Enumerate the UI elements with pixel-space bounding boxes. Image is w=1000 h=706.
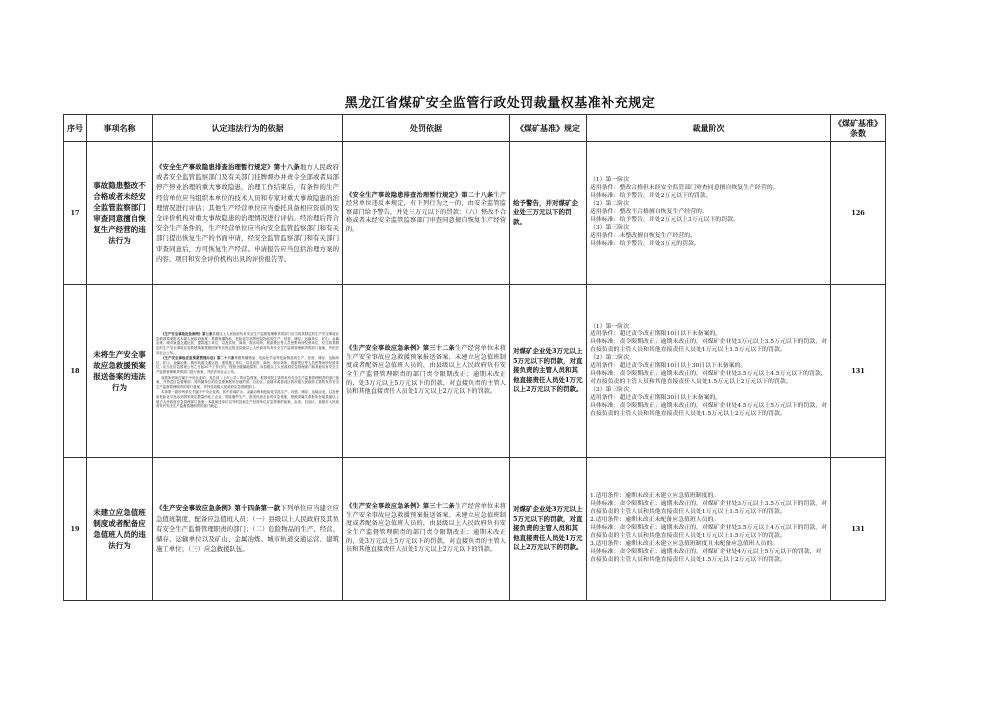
level-line: 适用条件：未整改擅自恢复生产经营的。 [590,232,697,239]
header-levels: 裁量阶次 [587,115,831,142]
header-basis: 认定违法行为的依据 [153,115,343,142]
page-title: 黑龙江省煤矿安全监管行政处罚裁量权基准补充规定 [344,96,656,111]
penalty-text: 生产经营单位未将生产安全事故应急救援预案报送备案、未建立应急值班制度或者配备应急值班人员的，由县级以上人民政府负有安全生产监督管理职责的部门责令限期改正；逾期未改正的，处3万元以上5万元以下的罚款，对直接负责的主管人员和其他直接责任人员处1万元以上2万元以下的罚款。 [346,345,507,396]
level-line: 适用条件：超过责令改正期限10日以下未备案的。 [590,331,722,338]
item-name: 未建立应急值班制度或者配备应急值班人员的违法行为 [87,458,153,601]
header-standard: 《煤矿基准》规定 [510,115,587,142]
header-item: 事项名称 [87,115,153,142]
level-line: 3.适用条件：逾期未改正未建立应急值班制度且未配备应急值班人员的。 [590,540,779,547]
basis-heading: 《生产安全事故应急条例》第七条 [161,332,213,337]
level-line: 具体标准：给予警告，并处2万元以下的罚款。 [590,193,712,200]
level-line: 适用条件：整改合格但未经安全监管部门审查同意擅自恢复生产经营的。 [590,185,779,192]
standard-rule: 给予警告，并对煤矿企业处三万元以下的罚款。 [510,142,587,285]
table-header-row [64,115,886,142]
level-line: 具体标准：责令限期改正；逾期未改正的，对煤矿企业处3.5万元以上4万元以下的罚款，对直接负责的主管人员和其他直接责任人员处1万元以上1.5万元以下的罚款。 [590,525,827,539]
level-line: 2.适用条件：逾期未改正未配备应急值班人员的。 [590,517,720,524]
level-line: （1）第一阶次 [590,177,630,184]
violation-basis [153,142,343,285]
basis-heading: 《生产安全事故应急条例》第十四条第一款 [156,504,281,513]
article-number: 131 [831,285,886,458]
basis-paragraph [156,332,339,355]
header-no: 序号 [64,115,87,142]
table-row [64,285,886,458]
regulation-table [63,114,886,601]
penalty-heading: 《生产安全事故应急条例》第三十二条 [346,503,455,511]
level-line: 具体标准：给予警告，并处3万元的罚款。 [590,240,700,247]
basis-text: 易燃易爆物品、危险化学品等危险物品的生产、经营、储存、运输单位，矿山、金属冶炼、城市轨道交通运营、建筑施工单位，以及宾馆、商场、娱乐场所、旅游景区等人员密集场所经营单位，应当在应急预案公布之日起20个工作日内，按照分级属地原则，向县级以上人民政府应急管理部门和其他负有安全生产监督管理职责的部门进行备案，并依法向社会公布。 [156,356,339,374]
level-line: 具体标准：给予警告，并处2万元以上3万元以下的罚款。 [590,216,739,223]
table-row [64,458,886,601]
row-number: 19 [64,458,87,601]
penalty-basis [343,142,510,285]
header-penalty: 处罚依据 [343,115,510,142]
level-line: （3）第三阶次 [590,386,630,393]
penalty-basis [343,458,510,601]
penalty-basis [343,285,510,458]
level-line: 适用条件：超过责令改正期限10日以上30日以下未备案的。 [590,363,747,370]
violation-basis [153,458,343,601]
level-line: 适用条件：整改不合格擅自恢复生产经营的。 [590,209,708,216]
level-line: 具体标准：责令限期改正；逾期未改正的，对煤矿企业处4万元以上5万元以下的罚款，对直接负责的主管人员和其他直接责任人员处1.5万元以上2万元以下的罚款。 [590,548,822,563]
level-line: 适用条件：超过责令改正期限30日以上未备案的。 [590,394,722,401]
penalty-text: 生产经营单位违反本规定，有下列行为之一的，由安全监管监察部门给予警告，并处三万元以下的罚款：（六）整改不合格或者未经安全监管监察部门审查同意擅自恢复生产经营的。 [346,191,507,233]
header-article: 《煤矿基准》条数 [831,115,886,142]
table-row [64,142,886,285]
article-number: 131 [831,458,886,601]
level-line: 具体标准：责令限期改正；逾期未改正的，对煤矿企业处3.5万元以上4.5万元以下的罚款，对直接负责的主管人员和其他直接责任人员处1.5万元以上2万元以下的罚款。 [590,371,827,385]
level-line: （2）第二阶次 [590,201,630,208]
level-line: （1）第一阶次 [590,323,630,330]
basis-heading: 《生产安全事故应急预案管理办法》第二十六条 [161,356,235,361]
item-name: 未将生产安全事故应急救援预案报送备案的违法行为 [87,285,153,458]
basis-text: 下列单位应当建立应急值班制度，配备应急值班人员：（一）县级以上人民政府及其负有安全生产监督管理职责的部门；（二）危险物品的生产、经营、储存、运输单位以及矿山、金属冶炼、城市轨道交通运营、建筑施工单位；（三）应急救援队伍。 [156,504,340,554]
discretion-levels [587,285,831,458]
basis-paragraph: 前款所列单位属于中央企业的，其总部（上市公司）的应急预案，报国务院主管的负有安全生产监督管理职责的部门备案，并抄送应急管理部；其所属单位的应急预案报所在地的省、自治区、直辖市或者设区的市级人民政府主管的负有安全生产监督管理职责的部门备案，并抄送同级人民政府应急管理部门。 [156,375,339,389]
level-line: 具体标准：责令限期改正；逾期未改正的，对煤矿企业处3万元以上3.5万元以下的罚款，对直接负责的主管人员和其他直接责任人员处1万元以上1.5万元以下的罚款。 [590,339,827,354]
discretion-levels [587,142,831,285]
violation-basis [153,285,343,458]
article-number: 126 [831,142,886,285]
level-line: （2）第二阶次 [590,355,630,362]
basis-text: 县级以上人民政府负有安全生产监督管理职责的部门应当将其制定的生产安全事故应急救援预案报送本级人民政府备案；易燃易爆物品、危险化学品等危险物品的生产、经营、储存、运输单位，矿山、金属冶炼、城市轨道交通运营、建筑施工单位，以及宾馆、商场、娱乐场所、旅游景区等人员密集场所经营单位，应当将其制定的生产安全事故应急救援预案按照国家有关规定报送县级以上人民政府负有安全生产监督管理职责的部门备案，并依法向社会公布。 [156,332,339,355]
basis-heading: 《安全生产事故隐患排查治理暂行规定》第十八条 [156,162,300,171]
penalty-heading: 《安全生产事故隐患排查治理暂行规定》第二十八条 [346,191,494,199]
basis-text: 地方人民政府或者安全监管监察部门及有关部门挂牌督办并责令全部或者局部停产停业治理的重大事故隐患，治理工作结束后，有条件的生产经营单位应当组织本单位的技术人员和专家对重大事故隐患的治理情况进行评估；其他生产经营单位应当委托具备相应资质的安全评价机构对重大事故隐患的治理情况进行评估。经治理后符合安全生产条件的，生产经营单位应当向安全监管监察部门和有关部门提出恢复生产的书面申请，经安全监管监察部门和有关部门审查同意后，方可恢复生产经营。申请报告应当包括治理方案的内容、项目和安全评价机构出具的评价报告等。 [156,162,340,263]
level-line: 1.适用条件：逾期未改正未建立应急值班制度的。 [590,493,720,500]
discretion-levels [587,458,831,601]
penalty-heading: 《生产安全事故应急条例》第三十二条 [346,345,455,353]
standard-rule: 对煤矿企业处3万元以上5万元以下的罚款，对直接负责的主管人员和其他直接责任人员处1万元以上2万元以下的罚款。 [510,285,587,458]
standard-rule: 对煤矿企业处3万元以上5万元以下的罚款，对直接负责的主管人员和其他直接责任人员处1万元以上2万元以下的罚款。 [510,458,587,601]
level-line: 具体标准：责令限期改正；逾期未改正的，对煤矿企业处4.5万元以上5万元以下的罚款，对直接负责的主管人员和其他直接责任人员处1.5万元以上2万元以下的罚款。 [590,402,827,417]
basis-paragraph: 本条第一款所列单位不属于中央企业的，其中非煤矿山、金属冶炼和危险化学品生产、经营、储存、运输企业，以及使用危险化学品达到国家规定数量的化工企业、烟花爆竹生产、批发经营企业的应急预案，按照隶属关系报所在地县级以上地方人民政府应急管理部门备案；本款前述单位以外的其他生产经营单位应急预案的备案，由省、自治区、直辖市人民政府负有安全生产监督管理职责的部门确定。 [156,390,339,409]
level-line: 具体标准：责令限期改正；逾期未改正的，对煤矿企业处3万元以上3.5万元以下的罚款，对直接负责的主管人员和其他直接责任人员处1万元以上1.5万元以下的罚款。 [590,501,827,516]
basis-paragraph [156,356,339,374]
row-number: 18 [64,285,87,458]
row-number: 17 [64,142,87,285]
item-name: 事故隐患整改不合格或者未经安全监管监察部门审查同意擅自恢复生产经营的违法行为 [87,142,153,285]
penalty-text: 生产经营单位未将生产安全事故应急救援预案报送备案、未建立应急值班制度或者配备应急值班人员的，由县级以上人民政府负有安全生产监督管理职责的部门责令限期改正；逾期未改正的，处3万元以上5万元以下的罚款，对直接负责的主管人员和其他直接责任人员处1万元以上2万元以下的罚款。 [346,503,507,554]
level-line: （3）第三阶次 [590,224,630,231]
